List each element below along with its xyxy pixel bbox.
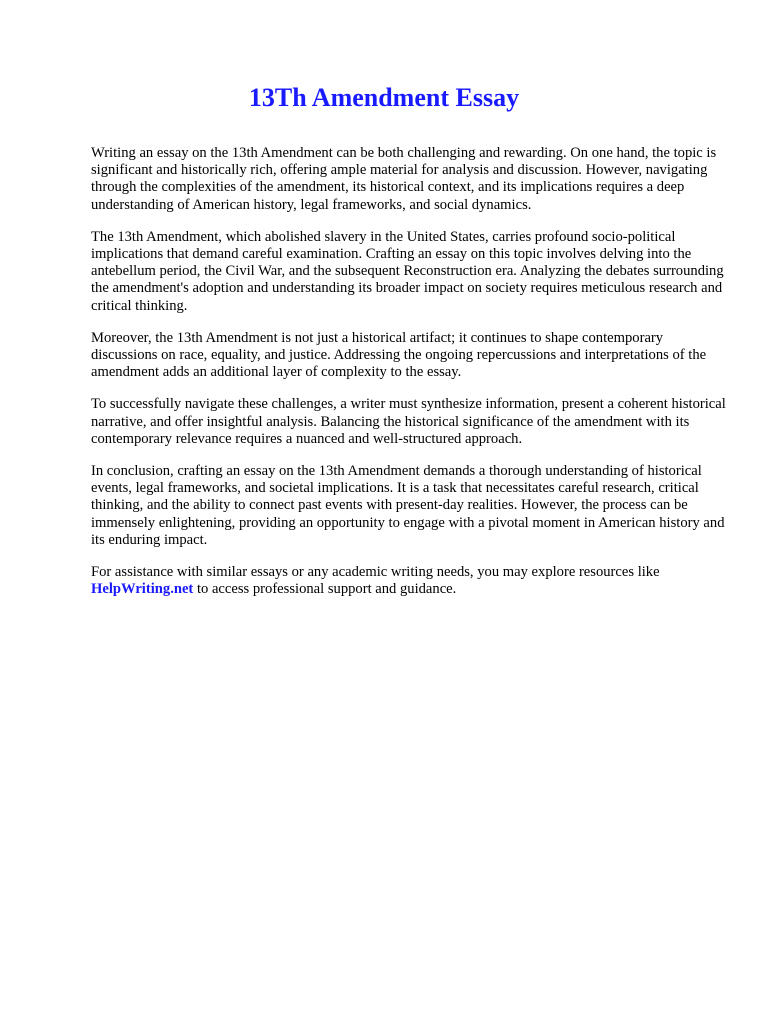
document-title: 13Th Amendment Essay [248,83,520,112]
closing-text-before-link: For assistance with similar essays or any academic writing needs, you may explore resources like [91,564,660,581]
helpwriting-link[interactable]: HelpWriting.net [91,581,194,598]
closing-text-after-link: to access professional support and guidance. [193,581,457,598]
document-body [91,145,731,613]
paragraph-3: Moreover, the 13th Amendment is not just a historical artifact; it continues to shape contemporary discussions on race, equality, and justice. Addressing the ongoing repercussions and interpretations of the amendment adds an additional layer of complexity to the essay. [91,329,707,381]
paragraph-5: In conclusion, crafting an essay on the 13th Amendment demands a thorough understanding of historical events, legal frameworks, and societal implications. It is a task that necessitates careful research, critical thinking, and the ability to connect past events with present-day realities. However, the process can be immensely enlightening, providing an opportunity to engage with a pivotal moment in American history and its enduring impact. [91,463,725,548]
paragraph-2: The 13th Amendment, which abolished slavery in the United States, carries profound socio-political implications that demand careful examination. Crafting an essay on this topic involves delving into the antebellum period, the Civil War, and the subsequent Reconstruction era. Analyzing the debates surrounding the amendment's adoption and understanding its broader impact on society requires meticulous research and critical thinking. [91,228,724,314]
paragraph-1: Writing an essay on the 13th Amendment can be both challenging and rewarding. On one hand, the topic is significant and historically rich, offering ample material for analysis and discussion. However, navigating through the complexities of the amendment, its historical context, and its implications requires a deep understanding of American history, legal frameworks, and social dynamics. [91,145,717,213]
paragraph-4: To successfully navigate these challenges, a writer must synthesize information, present a coherent historical narrative, and offer insightful analysis. Balancing the historical significance of the amendment with its contemporary relevance requires a nuanced and well-structured approach. [91,396,726,447]
closing-paragraph [91,564,731,598]
